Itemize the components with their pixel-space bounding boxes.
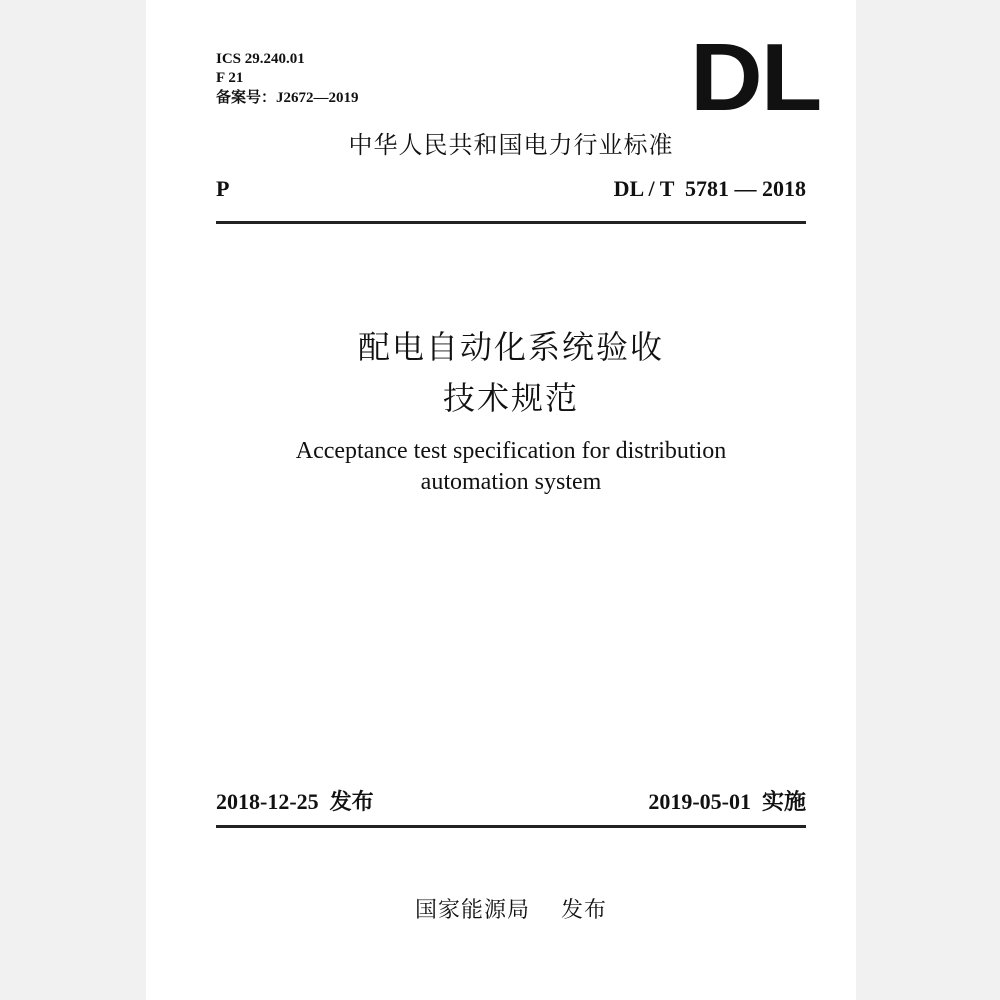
bottom-divider — [216, 825, 806, 828]
filing-number: 备案号：J2672—2019 — [216, 90, 359, 106]
effective-date: 2019-05-01 实施 — [648, 789, 806, 814]
issue-date: 2018-12-25 发布 — [216, 789, 374, 814]
dl-logo: DL — [690, 24, 821, 131]
document-title-cn-line2: 技术规范 — [442, 379, 579, 417]
publisher: 国家能源局 发布 — [415, 898, 607, 923]
top-divider — [216, 221, 806, 224]
ics-code: ICS 29.240.01 — [216, 51, 305, 67]
document-title-cn-line1: 配电自动化系统验收 — [357, 328, 664, 366]
document-title-en-line1: Acceptance test specification for distribution — [295, 438, 727, 464]
standard-number: DL / T 5781 — 2018 — [613, 176, 806, 201]
classification-code: F 21 — [216, 70, 244, 86]
category-code: P — [216, 176, 230, 201]
document-title-en-line2: automation system — [420, 469, 602, 495]
standard-title: 中华人民共和国电力行业标准 — [348, 131, 674, 159]
